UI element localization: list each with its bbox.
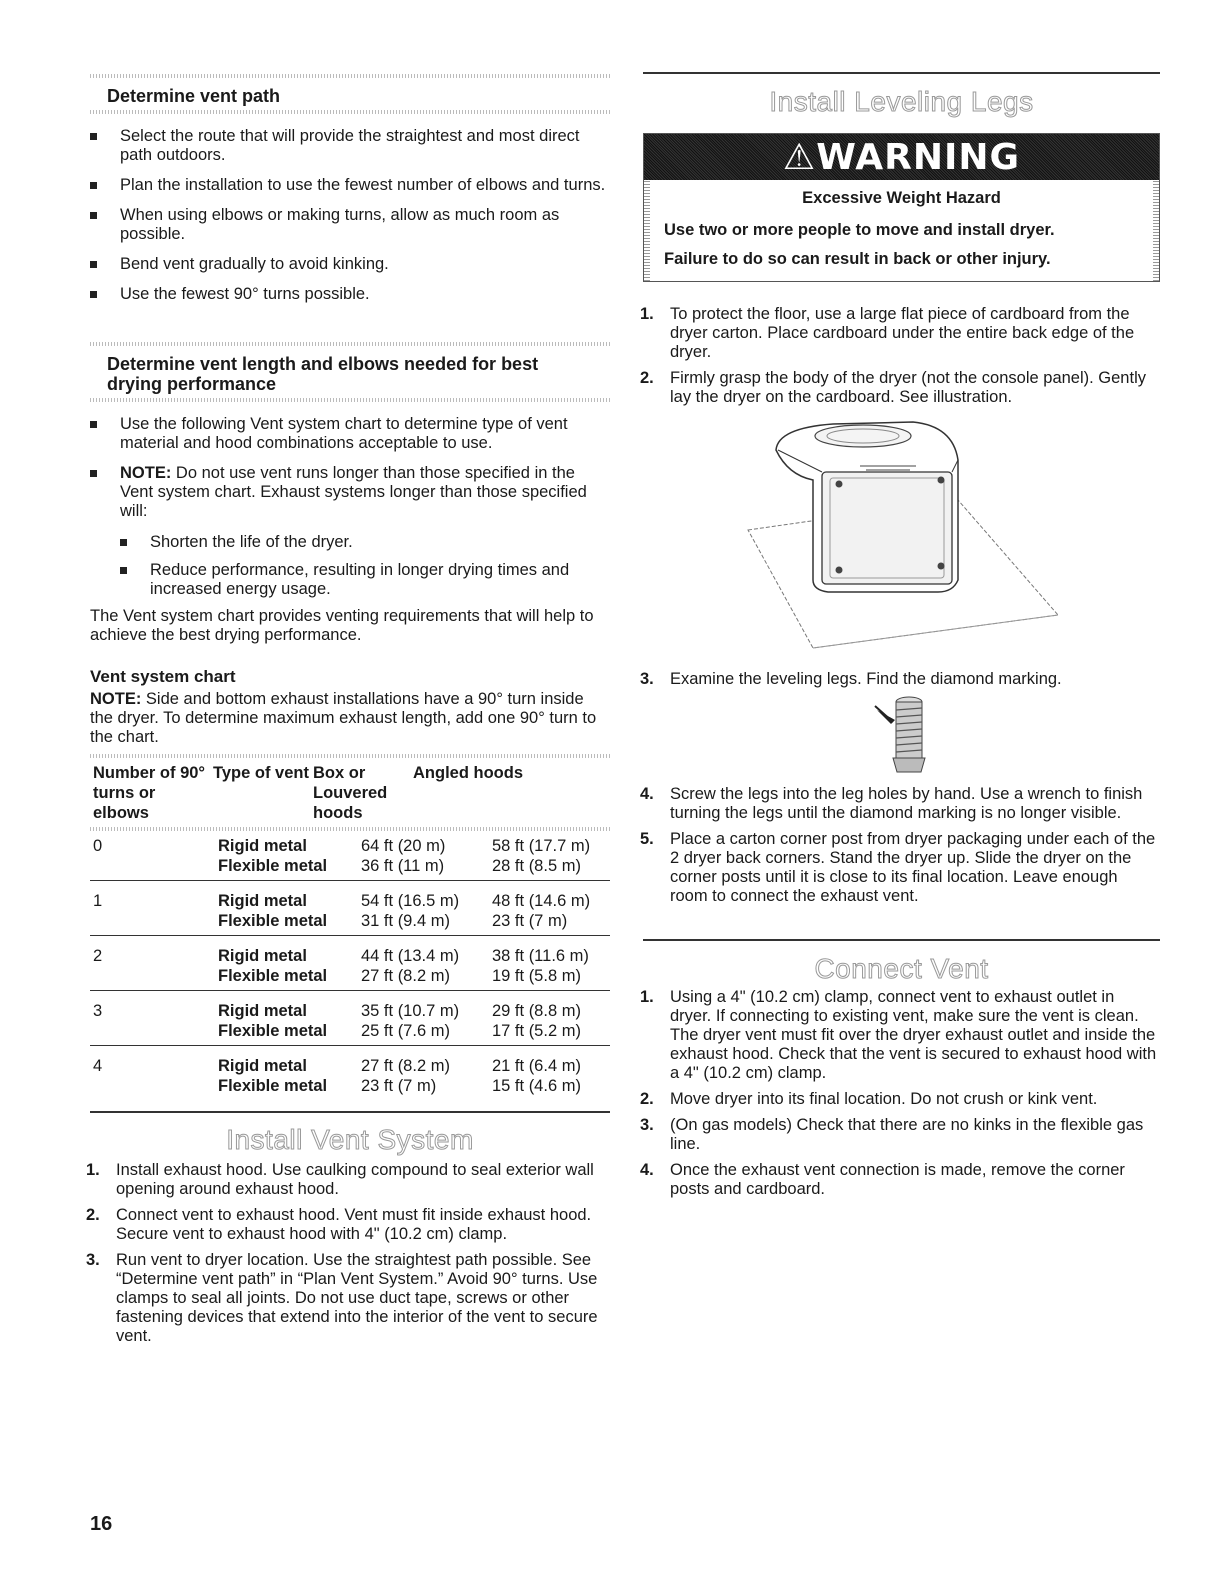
angled-hood-cell: 29 ft (8.8 m) 17 ft (5.2 m)	[492, 991, 610, 1046]
box-hood-cell: 35 ft (10.7 m) 25 ft (7.6 m)	[361, 991, 492, 1046]
vent-type-cell: Rigid metal Flexible metal	[218, 1057, 328, 1095]
vent-type-cell: Rigid metal Flexible metal	[218, 991, 361, 1046]
list-item: Use the following Vent system chart to determine type of vent material and hood combinations acceptable to use.	[90, 415, 610, 453]
vent-length-closing: The Vent system chart provides venting requirements that will help to achieve the best drying performance.	[90, 607, 594, 644]
install-vent-steps	[86, 1161, 606, 1346]
list-item: Use the fewest 90° turns possible.	[90, 285, 610, 304]
warning-line: Use two or more people to move and install dryer.	[664, 221, 1055, 239]
warning-box	[643, 133, 1160, 282]
list-item: 3. Run vent to dryer location. Use the straightest path possible. See “Determine vent path” in “Plan Vent System.” Avoid 90° turns. Use clamps to seal all joints. Do not use duct tape, screws or other fastening devices that extend into the interior of the vent to secure vent.	[86, 1251, 598, 1345]
vent-length-list	[90, 415, 610, 521]
hazard-title: Excessive Weight Hazard	[802, 189, 1001, 207]
vent-path-heading: Determine vent path	[107, 86, 281, 106]
turns-cell: 1	[90, 881, 218, 936]
list-item: Plan the installation to use the fewest number of elbows and turns.	[90, 176, 610, 195]
divider	[90, 342, 610, 346]
warning-word: ⚠WARNING	[782, 136, 1021, 178]
list-item: 3. (On gas models) Check that there are no kinks in the flexible gas line.	[640, 1116, 1144, 1153]
hatch-border	[1153, 180, 1159, 281]
angled-hood-cell: 48 ft (14.6 m) 23 ft (7 m)	[492, 881, 610, 936]
warning-line: Failure to do so can result in back or other injury.	[664, 250, 1051, 268]
list-item: 1. Install exhaust hood. Use caulking compound to seal exterior wall opening around exhaust hood.	[86, 1161, 594, 1198]
leveling-step-3	[640, 670, 1157, 689]
box-hood-cell: 27 ft (8.2 m) 23 ft (7 m)	[361, 1057, 450, 1095]
chart-heading: Vent system chart	[90, 667, 236, 686]
vent-system-data	[90, 826, 610, 1100]
list-item: 1. Using a 4" (10.2 cm) clamp, connect vent to exhaust outlet in dryer. If connecting to existing vent, make sure the vent is clean. The dryer vent must fit over the dryer exhaust outlet and inside the exhaust hood. Check that the vent is secured to exhaust hood with a 4" (10.2 cm) clamp.	[640, 988, 1157, 1082]
hatch-border	[644, 180, 650, 281]
page-number: 16	[90, 1513, 113, 1535]
exhaust-effects-list	[90, 533, 610, 599]
box-hood-cell: 44 ft (13.4 m) 27 ft (8.2 m)	[361, 936, 492, 991]
table-header-row	[90, 763, 610, 823]
note-text: Side and bottom exhaust installations have a 90° turn inside the dryer. To determine maximum exhaust length, add one 90° turn to the chart.	[90, 690, 597, 746]
table-row	[90, 991, 610, 1046]
list-item: Shorten the life of the dryer.	[120, 533, 610, 552]
turns-cell: 0	[90, 826, 218, 881]
divider	[90, 754, 610, 758]
list-item: Select the route that will provide the straightest and most direct path outdoors.	[90, 127, 610, 165]
vent-system-chart	[90, 763, 610, 823]
dryer-on-cardboard-illustration	[738, 420, 1068, 652]
turns-cell: 4	[93, 1057, 103, 1075]
vent-type-cell: Rigid metal Flexible metal	[218, 881, 361, 936]
list-item: When using elbows or making turns, allow as much room as possible.	[90, 206, 610, 244]
note-text: Do not use vent runs longer than those specified in the Vent system chart. Exhaust systems longer than those specified will:	[120, 464, 587, 520]
list-item: 1. To protect the floor, use a large flat piece of cardboard from the dryer carton. Place cardboard under the entire back edge of the dryer.	[640, 305, 1135, 361]
angled-hood-cell: 21 ft (6.4 m) 15 ft (4.6 m)	[492, 1057, 581, 1095]
divider	[90, 398, 610, 402]
leveling-leg-illustration	[873, 692, 937, 774]
list-item: 2. Connect vent to exhaust hood. Vent must fit inside exhaust hood. Secure vent to exhaust hood with 4" (10.2 cm) clamp.	[86, 1206, 592, 1243]
warning-body	[644, 180, 1159, 281]
header-box-hoods: Box or Louvered hoods	[313, 764, 388, 822]
table-row	[90, 881, 610, 936]
leveling-steps-a	[640, 305, 1157, 407]
list-item: 3. Examine the leveling legs. Find the diamond marking.	[640, 670, 1062, 688]
section-rule	[643, 72, 1160, 74]
table-row	[90, 936, 610, 991]
turns-cell: 3	[90, 991, 218, 1046]
divider	[90, 74, 610, 78]
angled-hood-cell: 58 ft (17.7 m) 28 ft (8.5 m)	[492, 826, 610, 881]
angled-hood-cell: 38 ft (11.6 m) 19 ft (5.8 m)	[492, 936, 610, 991]
table-row	[90, 1046, 610, 1101]
section-rule	[643, 939, 1160, 941]
connect-vent-steps	[640, 988, 1157, 1199]
list-item: 5. Place a carton corner post from dryer packaging under each of the 2 dryer back corners. Stand the dryer up. Slide the dryer on the corner posts until it is close to its final location. Leave enough room to connect the exhaust vent.	[640, 830, 1156, 905]
leveling-steps-b	[640, 785, 1157, 906]
list-item: 2. Firmly grasp the body of the dryer (not the console panel). Gently lay the dryer on the cardboard. See illustration.	[640, 369, 1146, 406]
note-label: NOTE:	[90, 690, 142, 708]
box-hood-cell: 64 ft (20 m) 36 ft (11 m)	[361, 826, 492, 881]
connect-vent-title: Connect Vent	[814, 953, 989, 984]
list-item: Bend vent gradually to avoid kinking.	[90, 255, 610, 274]
divider	[90, 110, 610, 114]
vent-length-heading: Determine vent length and elbows needed for best drying performance	[107, 354, 539, 394]
section-rule	[90, 1111, 610, 1113]
list-item: Reduce performance, resulting in longer drying times and increased energy usage.	[120, 561, 610, 599]
warning-banner	[644, 134, 1159, 180]
install-vent-title: Install Vent System	[226, 1124, 474, 1155]
header-turns: Number of 90° turns or elbows	[93, 764, 206, 822]
vent-type-cell: Rigid metal Flexible metal	[218, 826, 361, 881]
header-vent-type: Type of vent	[213, 764, 309, 782]
list-item: 4. Once the exhaust vent connection is made, remove the corner posts and cardboard.	[640, 1161, 1125, 1198]
note-label: NOTE:	[120, 464, 172, 482]
vent-path-list	[90, 127, 610, 304]
list-item: 2. Move dryer into its final location. Do not crush or kink vent.	[640, 1090, 1098, 1108]
chart-note	[90, 690, 605, 747]
list-item	[90, 464, 610, 521]
list-item: 4. Screw the legs into the leg holes by hand. Use a wrench to finish turning the legs until the diamond marking is no longer visible.	[640, 785, 1143, 822]
header-angled-hoods: Angled hoods	[413, 764, 523, 782]
box-hood-cell: 54 ft (16.5 m) 31 ft (9.4 m)	[361, 881, 492, 936]
table-row	[90, 826, 610, 881]
leveling-title: Install Leveling Legs	[769, 86, 1034, 117]
warning-triangle-icon: ⚠	[782, 136, 817, 178]
turns-cell: 2	[90, 936, 218, 991]
vent-type-cell: Rigid metal Flexible metal	[218, 936, 361, 991]
